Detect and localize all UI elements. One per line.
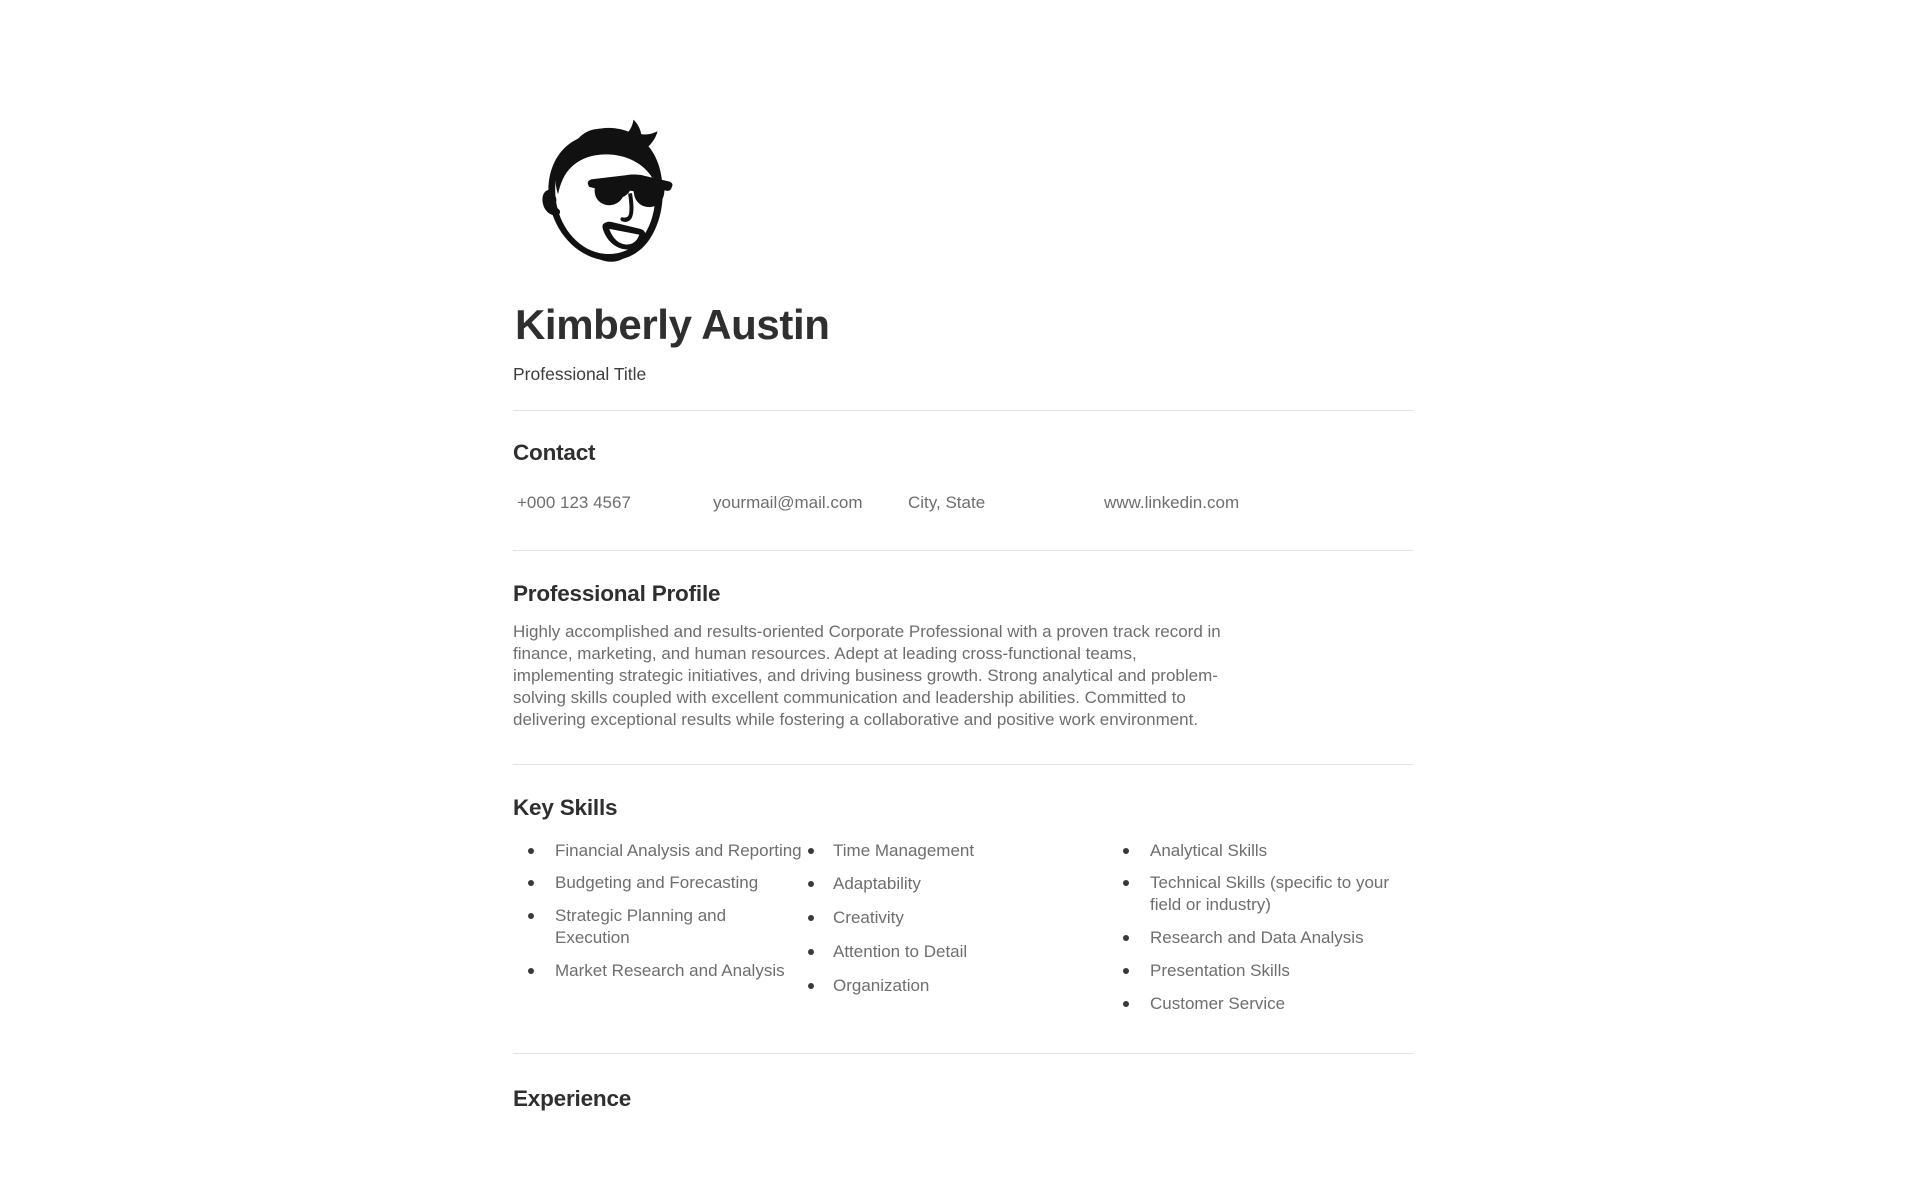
page-title: Kimberly Austin — [515, 301, 830, 348]
key-skills-column-1 — [513, 840, 805, 1016]
skill-label: Time Management — [833, 840, 975, 860]
skill-label: Technical Skills (specific to your field or industry) — [1150, 873, 1390, 915]
list-item — [1120, 960, 1414, 982]
skill-label: Creativity — [833, 908, 904, 928]
list-item — [805, 975, 1120, 997]
key-skills-list-3 — [1120, 840, 1414, 1016]
key-skills-column-3 — [1120, 840, 1414, 1016]
skill-label: Financial Analysis and Reporting — [555, 840, 802, 860]
list-item — [525, 905, 805, 949]
skill-label: Presentation Skills — [1150, 961, 1290, 981]
bullet-icon — [528, 848, 534, 854]
job-title: Professional Title — [513, 363, 647, 384]
bullet-icon — [808, 915, 814, 921]
list-item — [805, 907, 1120, 929]
avatar-container — [513, 0, 1414, 270]
list-item — [525, 960, 805, 982]
list-item — [805, 873, 1120, 895]
bullet-icon — [528, 968, 534, 974]
section-heading-key-skills: Key Skills — [513, 794, 618, 820]
professional-profile-text: Highly accomplished and results-oriented Corporate Professional with a proven track record in finance, marketing, and human resources. Adept at leading cross-functional teams, implementing strategic initiatives, and driving business growth. Strong analytical and problem-solving skills coupled with excellent communication and leadership abilities. Committed to delivering exceptional results while fostering a collaborative and positive work environment. — [513, 621, 1221, 729]
skill-label: Organization — [833, 976, 930, 996]
skill-label: Budgeting and Forecasting — [555, 873, 759, 893]
list-item — [1120, 927, 1414, 949]
bullet-icon — [1123, 848, 1129, 854]
person-face-illustration-icon — [531, 108, 676, 270]
bullet-icon — [1123, 880, 1129, 886]
contact-email[interactable]: yourmail@mail.com — [713, 493, 863, 513]
list-item — [1120, 993, 1414, 1015]
contact-website[interactable]: www.linkedin.com — [1104, 493, 1240, 513]
list-item — [805, 941, 1120, 963]
bullet-icon — [528, 913, 534, 919]
skill-label: Strategic Planning and Execution — [555, 906, 727, 948]
skill-label: Customer Service — [1150, 994, 1286, 1014]
bullet-icon — [808, 848, 814, 854]
skill-label: Analytical Skills — [1150, 840, 1268, 860]
section-heading-contact: Contact — [513, 440, 596, 466]
list-item — [1120, 872, 1414, 916]
list-item — [1120, 840, 1414, 862]
key-skills-list-2 — [805, 840, 1120, 998]
resume-content-column — [513, 0, 1414, 1112]
skill-label: Research and Data Analysis — [1150, 928, 1364, 948]
list-item — [525, 872, 805, 894]
skill-label: Attention to Detail — [833, 942, 968, 962]
key-skills-columns — [513, 821, 1414, 1016]
bullet-icon — [808, 881, 814, 887]
skill-label: Adaptability — [833, 874, 921, 894]
bullet-icon — [808, 949, 814, 955]
bullet-icon — [528, 880, 534, 886]
contact-location[interactable]: City, State — [908, 493, 986, 513]
key-skills-column-2 — [805, 840, 1120, 1016]
section-heading-professional-profile: Professional Profile — [513, 580, 721, 606]
bullet-icon — [1123, 935, 1129, 941]
section-heading-experience: Experience — [513, 1086, 632, 1112]
contact-row — [513, 466, 1414, 514]
list-item — [805, 840, 1120, 862]
contact-phone[interactable]: +000 123 4567 — [517, 493, 631, 513]
list-item — [525, 840, 805, 862]
bullet-icon — [1123, 968, 1129, 974]
bullet-icon — [808, 983, 814, 989]
key-skills-list-1 — [525, 840, 805, 983]
skill-label: Market Research and Analysis — [555, 961, 785, 981]
bullet-icon — [1123, 1001, 1129, 1007]
